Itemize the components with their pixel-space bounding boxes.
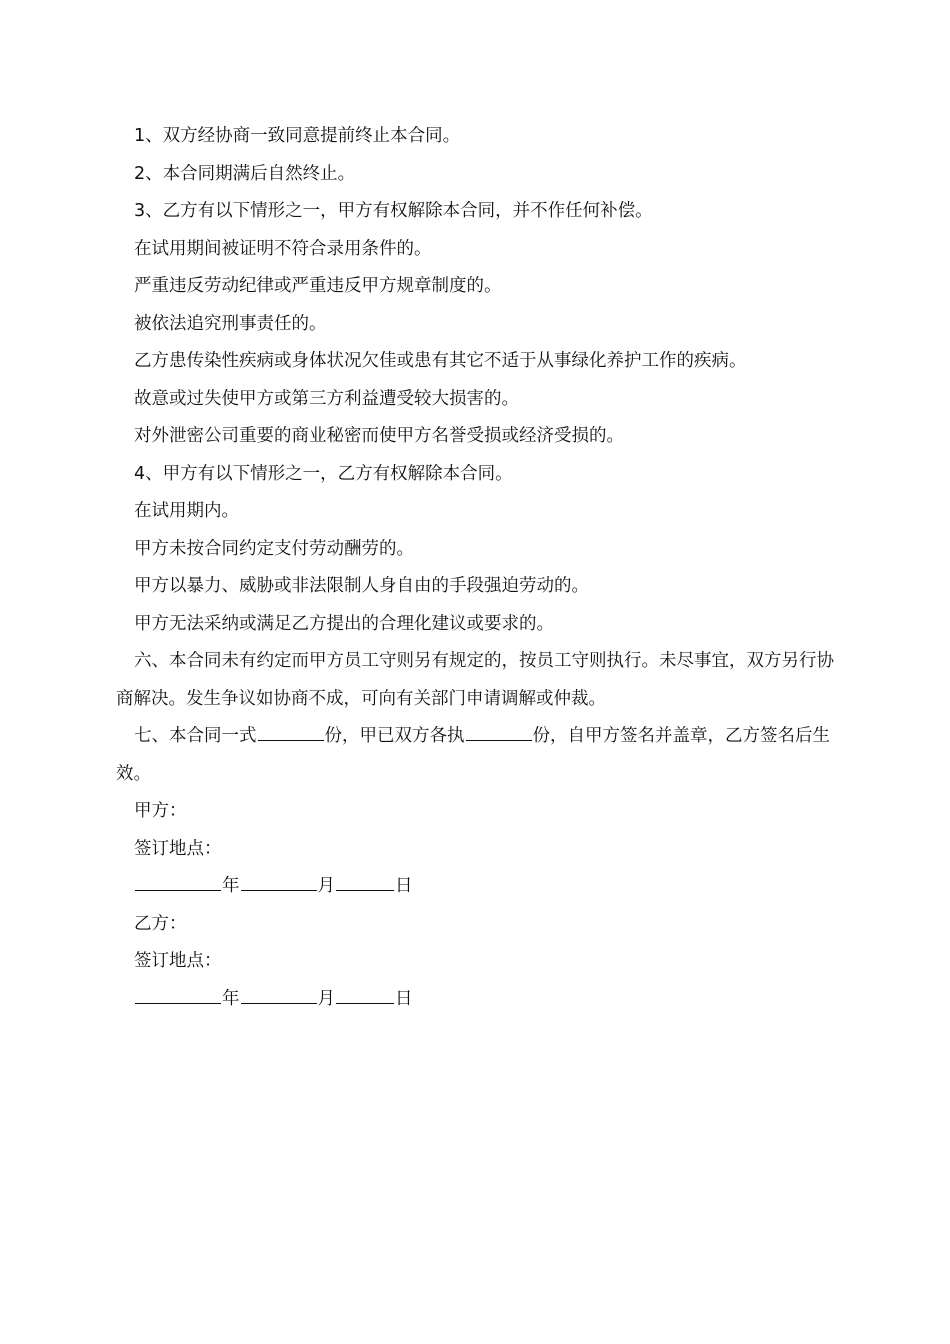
party-a-place-label: 签订地点： (134, 838, 222, 859)
party-b-month-label: 月 (317, 988, 335, 1009)
party-a-day-blank[interactable] (336, 872, 394, 891)
party-a-month-label: 月 (317, 876, 335, 896)
article-six: 六、本合同未有约定而甲方员工守则另有规定的，按员工守则执行。未尽事宜，双方另行协商解决。发生争议如协商不成，可向有关部门申请调解或仲裁。 (116, 651, 834, 709)
party-a-year-label: 年 (222, 876, 240, 896)
clause-2: 2、本合同期满后自然终止。 (134, 163, 356, 184)
party-a-month-blank[interactable] (241, 872, 317, 891)
party-b-date (116, 981, 836, 1019)
clause-4: 4、甲方有以下情形之一，乙方有权解除本合同。 (134, 463, 513, 484)
contract-body (116, 118, 836, 1018)
clause-3-item-3: 被依法追究刑事责任的。 (134, 313, 327, 334)
clause-3-item-1: 在试用期间被证明不符合录用条件的。 (134, 238, 432, 259)
clause-3: 3、乙方有以下情形之一，甲方有权解除本合同，并不作任何补偿。 (134, 201, 653, 221)
party-b-year-label: 年 (222, 988, 240, 1009)
article-seven (116, 718, 836, 793)
party-b-place-label: 签订地点： (134, 951, 222, 971)
party-b-year-blank[interactable] (135, 985, 221, 1004)
copies-total-blank[interactable] (258, 722, 324, 741)
party-b-month-blank[interactable] (241, 985, 317, 1004)
copies-each-blank[interactable] (466, 722, 532, 741)
clause-4-item-2: 甲方未按合同约定支付劳动酬劳的。 (134, 538, 414, 559)
clause-3-item-5: 故意或过失使甲方或第三方利益遭受较大损害的。 (134, 388, 519, 409)
party-a-date (116, 868, 836, 906)
clause-3-item-4: 乙方患传染性疾病或身体状况欠佳或患有其它不适于从事绿化养护工作的疾病。 (134, 351, 747, 371)
clause-4-item-1: 在试用期内。 (134, 501, 239, 521)
party-a-label: 甲方： (134, 801, 187, 821)
party-a-year-blank[interactable] (135, 872, 221, 891)
clause-1: 1、双方经协商一致同意提前终止本合同。 (134, 126, 461, 146)
clause-4-item-3: 甲方以暴力、威胁或非法限制人身自由的手段强迫劳动的。 (134, 576, 589, 596)
article-seven-part3: 份，自甲方签名并盖章，乙方签名后生效。 (116, 726, 830, 784)
clause-3-item-2: 严重违反劳动纪律或严重违反甲方规章制度的。 (134, 276, 502, 296)
party-b-day-label: 日 (395, 988, 413, 1009)
party-b-day-blank[interactable] (336, 985, 394, 1004)
party-a-day-label: 日 (395, 876, 413, 896)
clause-3-item-6: 对外泄密公司重要的商业秘密而使甲方名誉受损或经济受损的。 (134, 426, 624, 446)
party-b-label: 乙方： (134, 913, 187, 934)
clause-4-item-4: 甲方无法采纳或满足乙方提出的合理化建议或要求的。 (134, 613, 554, 634)
article-seven-part2: 份，甲已双方各执 (324, 726, 465, 746)
article-seven-part1: 七、本合同一式 (134, 726, 257, 746)
